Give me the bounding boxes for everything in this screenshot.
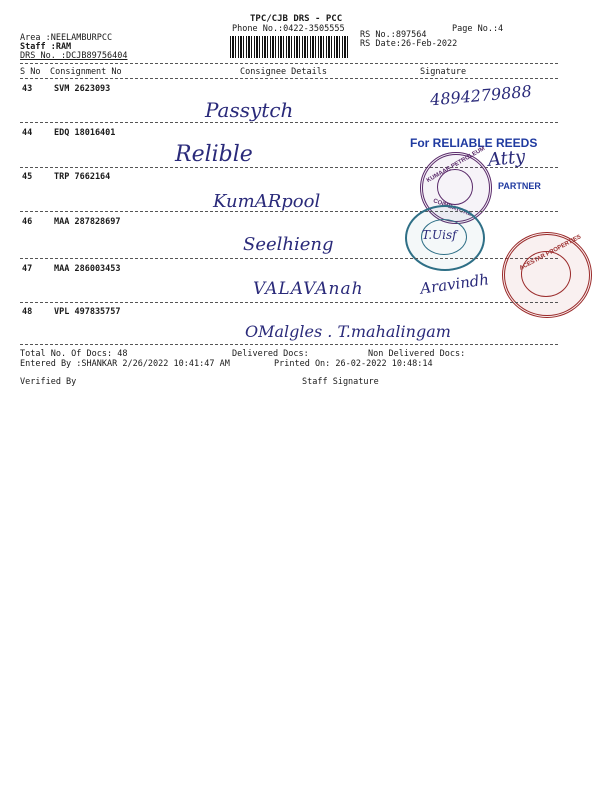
phone-number: Phone No.:0422-3505555 xyxy=(232,24,345,34)
area-label: Area :NEELAMBURPCC xyxy=(20,33,113,43)
row-consignee-handwriting: KumARpool xyxy=(213,191,321,212)
kumaar-seal-text: KUMAAR PETROLEUM xyxy=(425,145,487,185)
drs-number: DRS No. :DCJB89756404 xyxy=(20,51,128,61)
row-sno: 44 xyxy=(22,128,33,138)
row-signature: 4894279888 xyxy=(429,81,533,110)
partner-stamp: PARTNER xyxy=(498,181,541,191)
row-consignee-handwriting: Relible xyxy=(175,142,253,167)
col-consignee: Consignee Details xyxy=(240,67,327,77)
rs-date: RS Date:26-Feb-2022 xyxy=(360,39,458,49)
row-signature: Atty xyxy=(487,146,527,171)
delivered-docs: Delivered Docs: xyxy=(232,349,309,359)
row-signature: T.Uisf xyxy=(422,228,457,242)
printed-on: Printed On: 26-02-2022 10:48:14 xyxy=(274,359,433,369)
header-rule xyxy=(20,63,558,64)
row-sno: 43 xyxy=(22,84,33,94)
row-consignee-handwriting: Passytch xyxy=(205,98,294,122)
acestar-properties-seal xyxy=(502,232,592,318)
row-consignee-handwriting: Seelhieng xyxy=(243,234,334,255)
row-sno: 46 xyxy=(22,217,33,227)
row-consignment: SVM 2623093 xyxy=(54,84,111,94)
row-consignee-handwriting: OMalgles . T.mahalingam xyxy=(245,322,451,341)
row-consignment: MAA 286003453 xyxy=(54,264,121,274)
col-sno: S No xyxy=(20,67,41,77)
page-number: Page No.:4 xyxy=(452,24,504,34)
barcode xyxy=(230,36,350,58)
row-consignment: MAA 287828697 xyxy=(54,217,121,227)
staff-signature: Staff Signature xyxy=(302,377,379,387)
verified-by: Verified By xyxy=(20,377,77,387)
acestar-seal-text: ACESTAR PROPERTIES xyxy=(518,234,583,272)
row-sno: 48 xyxy=(22,307,33,317)
row-sno: 47 xyxy=(22,264,33,274)
non-delivered-docs: Non Delivered Docs: xyxy=(368,349,466,359)
coimbatore-seal-text: COIMBATORE xyxy=(432,198,473,218)
staff-label: Staff :RAM xyxy=(20,42,72,52)
row-consignee-handwriting: VALAVAnah xyxy=(253,279,364,299)
row-signature: Aravindh xyxy=(419,270,491,298)
document-title: TPC/CJB DRS - PCC xyxy=(250,14,343,24)
column-rule xyxy=(20,78,558,79)
col-signature: Signature xyxy=(420,67,467,77)
row-rule xyxy=(20,258,558,259)
entered-by: Entered By :SHANKAR 2/26/2022 10:41:47 AM xyxy=(20,359,230,369)
row-rule xyxy=(20,122,558,123)
row-consignment: TRP 7662164 xyxy=(54,172,111,182)
row-consignment: EDQ 18016401 xyxy=(54,128,116,138)
col-consignment: Consignment No xyxy=(50,67,122,77)
rs-number: RS No.:897564 xyxy=(360,30,427,40)
row-sno: 45 xyxy=(22,172,33,182)
row-rule xyxy=(20,344,558,345)
total-docs: Total No. Of Docs: 48 xyxy=(20,349,128,359)
row-consignment: VPL 497835757 xyxy=(54,307,121,317)
reliable-reeds-stamp: For RELIABLE REEDS xyxy=(410,136,538,150)
row-rule xyxy=(20,211,558,212)
row-rule xyxy=(20,302,558,303)
